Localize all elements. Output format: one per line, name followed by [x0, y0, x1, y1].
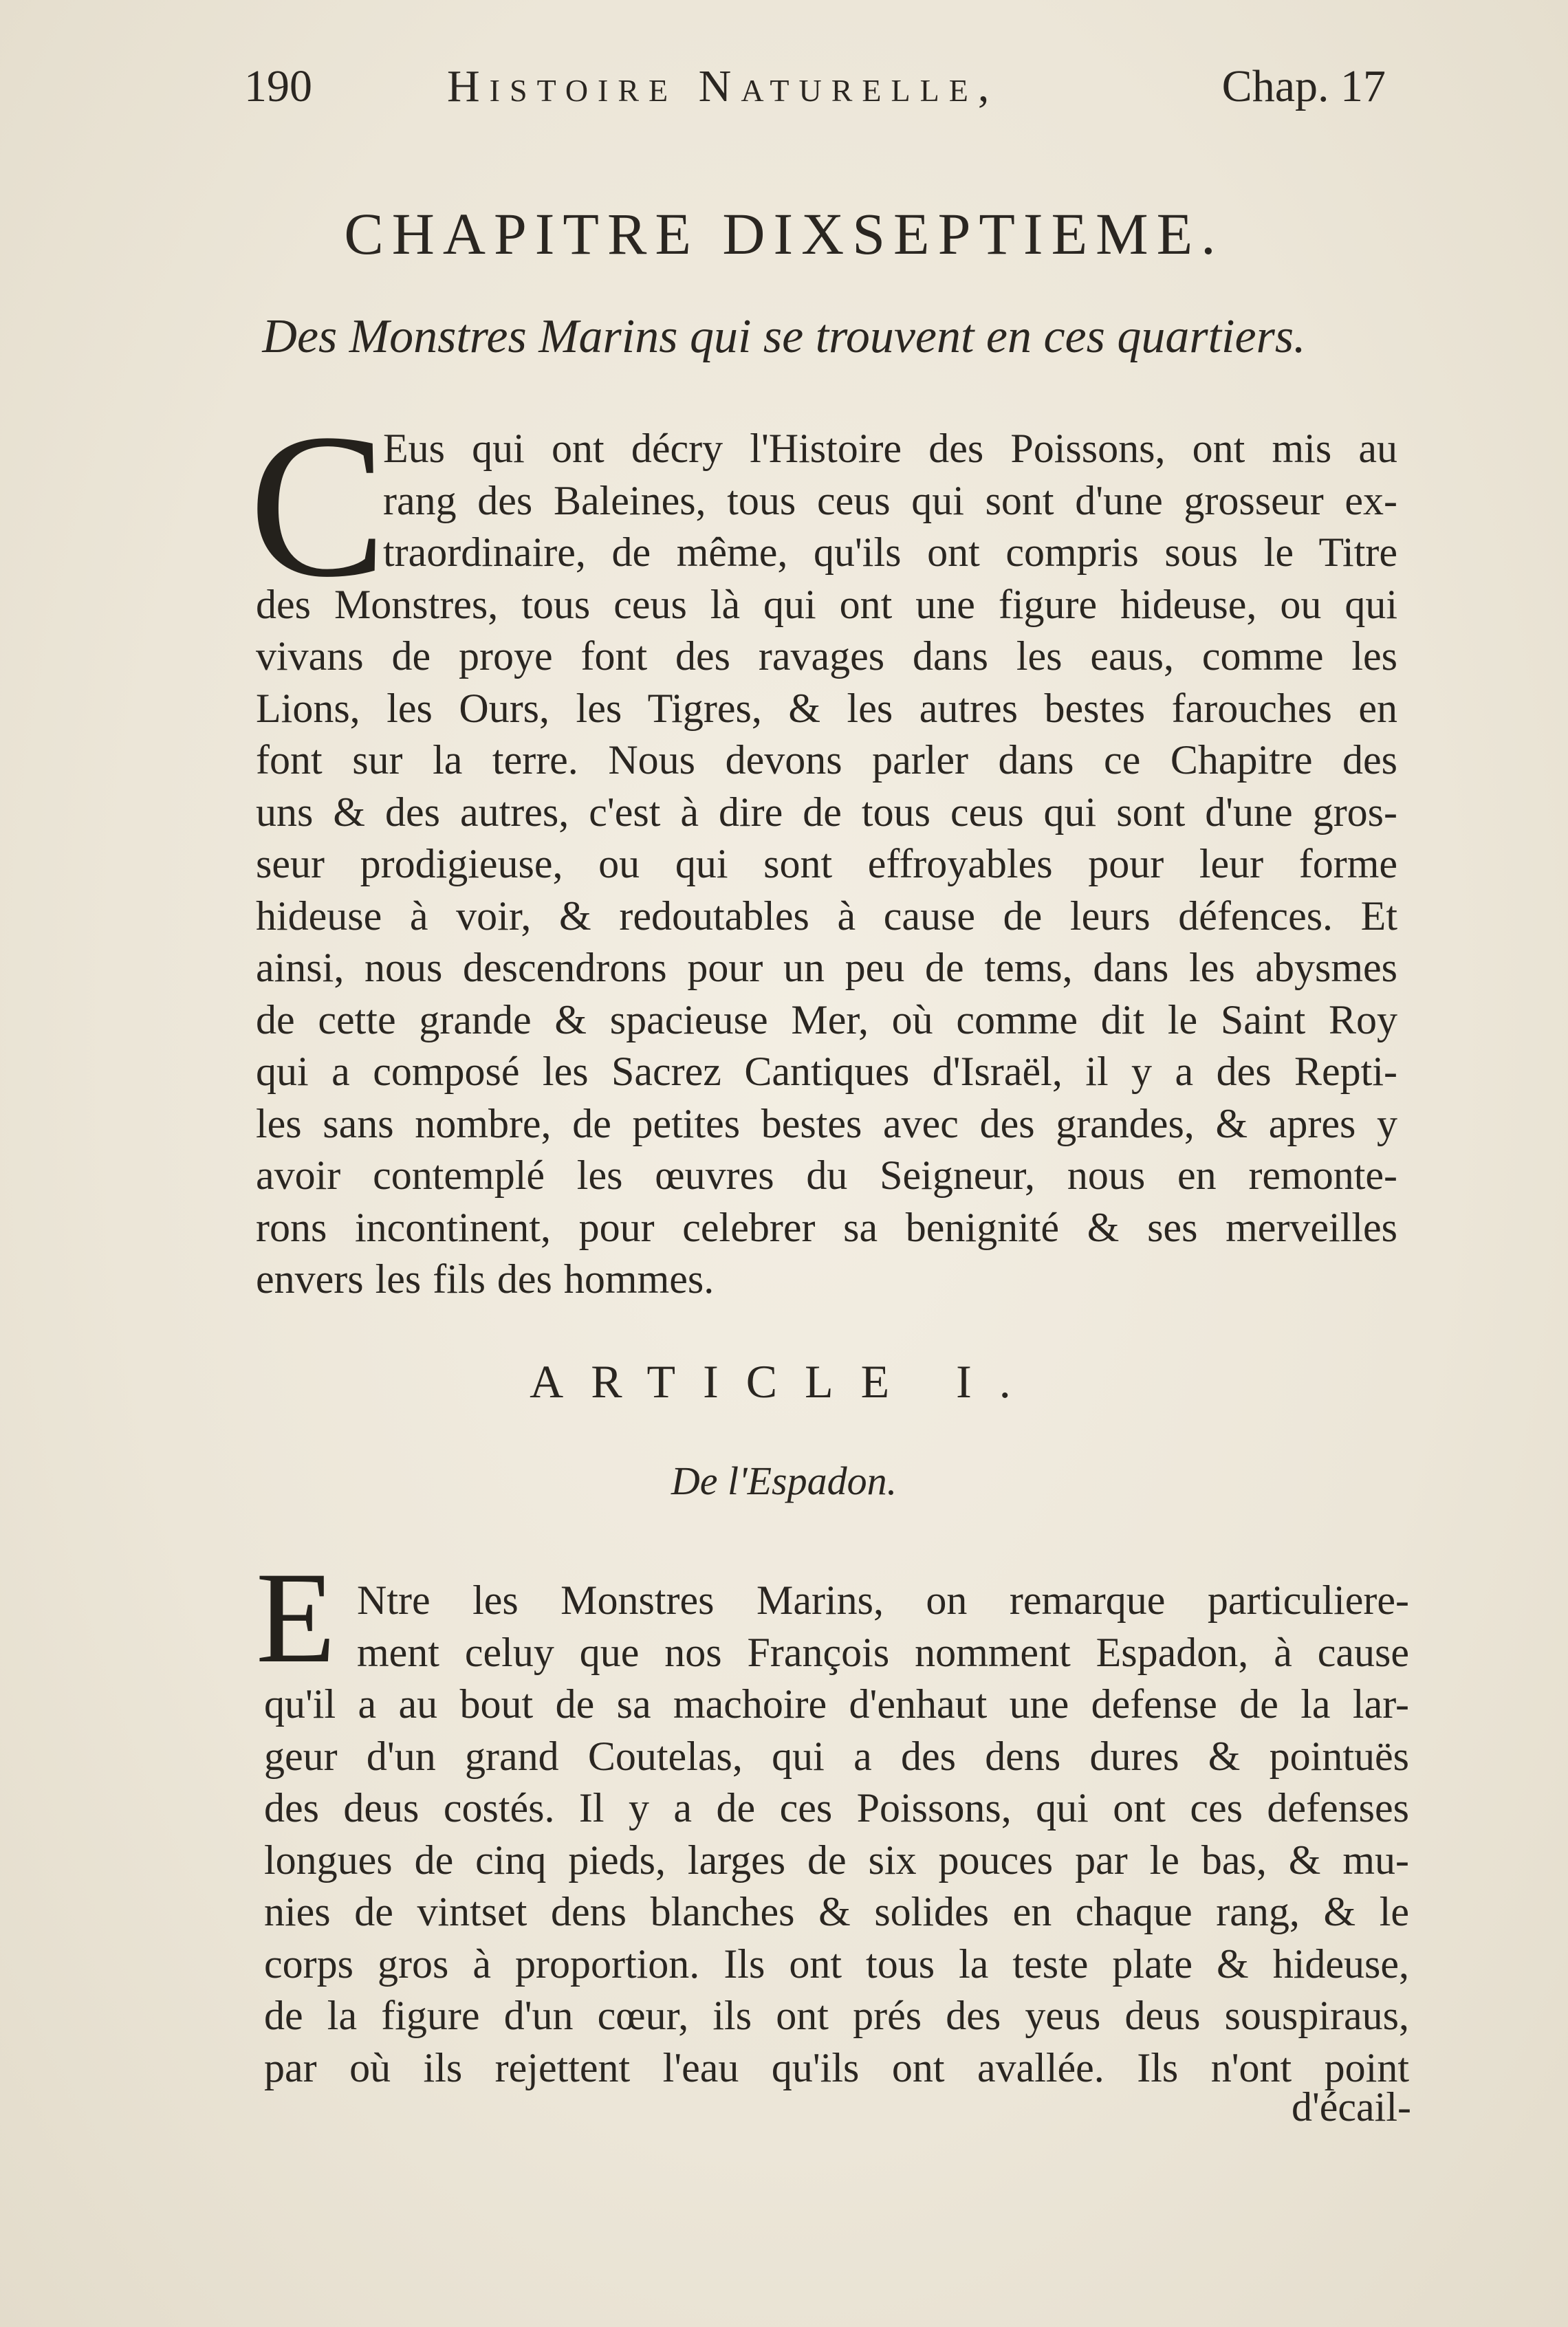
paragraph: [264, 1575, 1409, 2094]
text-line: longues de cinq pieds, larges de six pouces par le bas, & mu-: [264, 1837, 1409, 1883]
text-line: traordinaire, de même, qu'ils ont compris sous le Titre: [383, 529, 1397, 575]
text-line: par où ils rejettent l'eau qu'ils ont avallée. Ils n'ont point: [264, 2044, 1409, 2090]
text-line: Lions, les Ours, les Tigres, & les autres bestes farouches en: [256, 685, 1397, 731]
text-line: des deus costés. Il y a de ces Poissons, qui ont ces defenses: [264, 1785, 1409, 1831]
running-title: Histoire Naturelle,: [447, 61, 999, 111]
page-number: 190: [244, 61, 312, 111]
running-head: [244, 61, 1386, 116]
text-line: seur prodigieuse, ou qui sont effroyables pour leur forme: [256, 841, 1397, 886]
article-subtitle: De l'Espadon.: [671, 1459, 897, 1503]
chapter-title: CHAPITRE DIXSEPTIEME.: [344, 201, 1224, 267]
text-line: rons incontinent, pour celebrer sa benignité & ses merveilles: [256, 1204, 1397, 1250]
text-line: qu'il a au bout de sa machoire d'enhaut une defense de la lar-: [264, 1681, 1409, 1727]
running-chapter: Chap. 17: [1221, 61, 1386, 111]
text-line: les sans nombre, de petites bestes avec des grandes, & apres y: [256, 1100, 1397, 1146]
text-line: qui a composé les Sacrez Cantiques d'Israël, il y a des Repti-: [256, 1049, 1397, 1094]
text-line: avoir contemplé les œuvres du Seigneur, nous en remonte-: [256, 1152, 1397, 1198]
catchword: d'écail-: [1291, 2084, 1411, 2130]
text-line: Eus qui ont décry l'Histoire des Poissons, ont mis au: [383, 426, 1397, 471]
text-line: de la figure d'un cœur, ils ont prés des yeus deus souspiraus,: [264, 1993, 1409, 2038]
text-line: ment celuy que nos François nomment Espadon, à cause: [357, 1629, 1409, 1675]
article-heading: ARTICLE I.: [530, 1355, 1038, 1408]
text-line: hideuse à voir, & redoutables à cause de leurs défences. Et: [256, 893, 1397, 939]
text-line: envers les fils des hommes.: [256, 1256, 715, 1302]
text-line: geur d'un grand Coutelas, qui a des dens dures & pointuës: [264, 1733, 1409, 1779]
text-line: de cette grande & spacieuse Mer, où comme dit le Saint Roy: [256, 996, 1397, 1042]
text-line: ainsi, nous descendrons pour un peu de tems, dans les abysmes: [256, 945, 1397, 990]
text-line: corps gros à proportion. Ils ont tous la teste plate & hideuse,: [264, 1941, 1409, 1987]
text-line: vivans de proye font des ravages dans les eaus, comme les: [256, 633, 1397, 679]
text-line: nies de vintset dens blanches & solides en chaque rang, & le: [264, 1889, 1409, 1934]
drop-cap: E: [256, 1546, 336, 1690]
paragraph: [256, 423, 1397, 1306]
chapter-subtitle: Des Monstres Marins qui se trouvent en ces quartiers.: [262, 310, 1306, 363]
text-line: uns & des autres, c'est à dire de tous ceus qui sont d'une gros-: [256, 789, 1397, 835]
text-line: Ntre les Monstres Marins, on remarque particuliere-: [357, 1577, 1409, 1623]
drop-cap: C: [249, 391, 387, 620]
text-line: font sur la terre. Nous devons parler dans ce Chapitre des: [256, 737, 1397, 783]
text-line: des Monstres, tous ceus là qui ont une figure hideuse, ou qui: [256, 581, 1397, 627]
text-line: rang des Baleines, tous ceus qui sont d'une grosseur ex-: [383, 477, 1397, 523]
